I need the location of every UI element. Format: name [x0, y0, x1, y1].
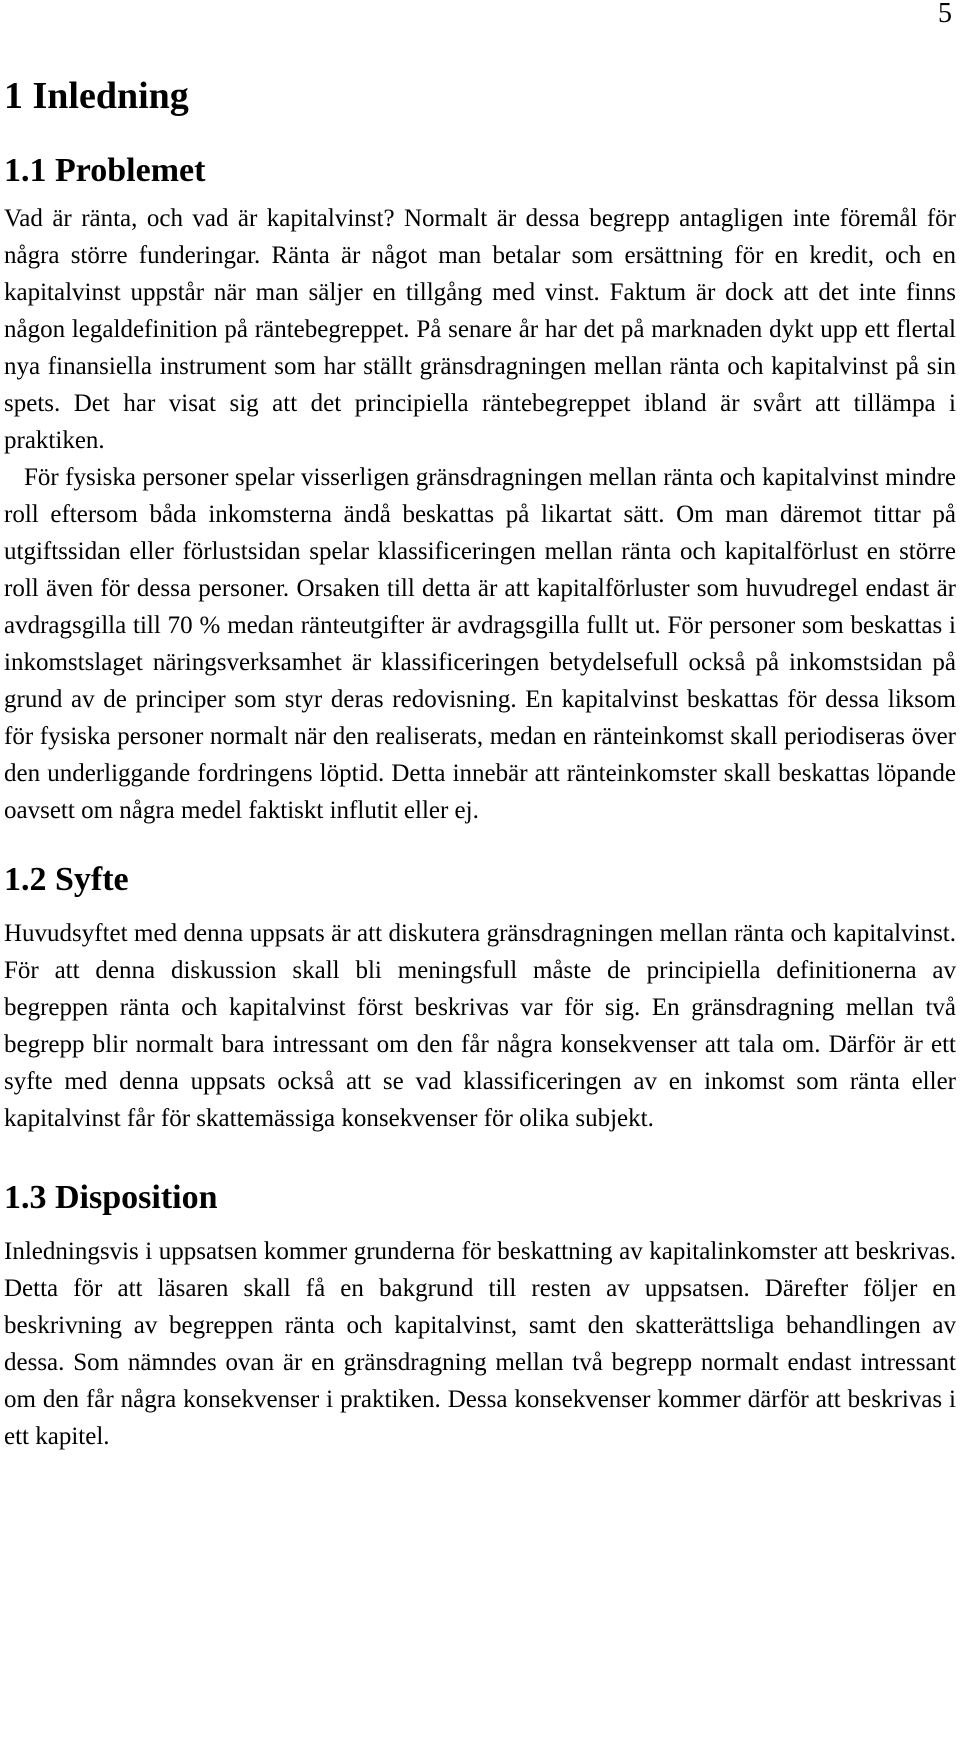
- paragraph: Inledningsvis i uppsatsen kommer grunderna för beskattning av kapitalinkomster att beskrivas. Detta för att läsaren skall få en bakgrund till resten av uppsatsen. Därefter följer en beskrivning av begreppen ränta och kapitalvinst, samt den skatterättsliga behandlingen av dessa. Som nämndes ovan är en gränsdragning mellan två begrepp normalt endast intressant om den får några konsekvenser i praktiken. Dessa konsekvenser kommer därför att beskrivas i ett kapitel.: [4, 1238, 956, 1450]
- section-problemet: [4, 146, 956, 829]
- paragraph: Vad är ränta, och vad är kapitalvinst? Normalt är dessa begrepp antagligen inte föremål för några större funderingar. Ränta är något man betalar som ersättning för en kredit, och en kapitalvinst uppstår när man säljer en tillgång med vinst. Faktum är dock att det inte finns någon legaldefinition på räntebegreppet. På senare år har det på marknaden dykt upp ett flertal nya finansiella instrument som har ställt gränsdragningen mellan ränta och kapitalvinst på sin spets. Det har visat sig att det principiella räntebegreppet ibland är svårt att tillämpa i praktiken.: [4, 205, 956, 454]
- paragraph: Huvudsyftet med denna uppsats är att diskutera gränsdragningen mellan ränta och kapitalvinst. För att denna diskussion skall bli meningsfull måste de principiella definitionerna av begreppen ränta och kapitalvinst först beskrivas var för sig. En gränsdragning mellan två begrepp blir normalt bara intressant om den får några konsekvenser att tala om. Därför är ett syfte med denna uppsats också att se vad klassificeringen av en inkomst som ränta eller kapitalvinst får för skattemässiga konsekvenser för olika subjekt.: [4, 920, 956, 1132]
- document-body: [4, 68, 956, 1455]
- chapter-title: 1 Inledning: [4, 75, 189, 117]
- section-heading: 1.1 Problemet: [4, 152, 206, 189]
- section-syfte: [4, 855, 956, 1137]
- section-disposition: [4, 1173, 956, 1455]
- section-heading: 1.2 Syfte: [4, 861, 129, 898]
- section-heading: 1.3 Disposition: [4, 1179, 218, 1216]
- page-number: 5: [938, 0, 952, 29]
- paragraph: För fysiska personer spelar visserligen gränsdragningen mellan ränta och kapitalvinst mindre roll eftersom båda inkomsterna ändå beskattas på likartat sätt. Om man däremot tittar på utgiftssidan eller förlustsidan spelar klassificeringen mellan ränta och kapitalförlust en större roll även för dessa personer. Orsaken till detta är att kapitalförluster som huvudregel endast är avdragsgilla till 70 % medan ränteutgifter är avdragsgilla fullt ut. För personer som beskattas i inkomstslaget näringsverksamhet är klassificeringen betydelsefull också på inkomstsidan på grund av de principer som styr deras redovisning. En kapitalvinst beskattas för dessa liksom för fysiska personer normalt när den realiserats, medan en ränteinkomst skall periodiseras över den underliggande fordringens löptid. Detta innebär att ränteinkomster skall beskattas löpande oavsett om några medel faktiskt influtit eller ej.: [4, 464, 956, 824]
